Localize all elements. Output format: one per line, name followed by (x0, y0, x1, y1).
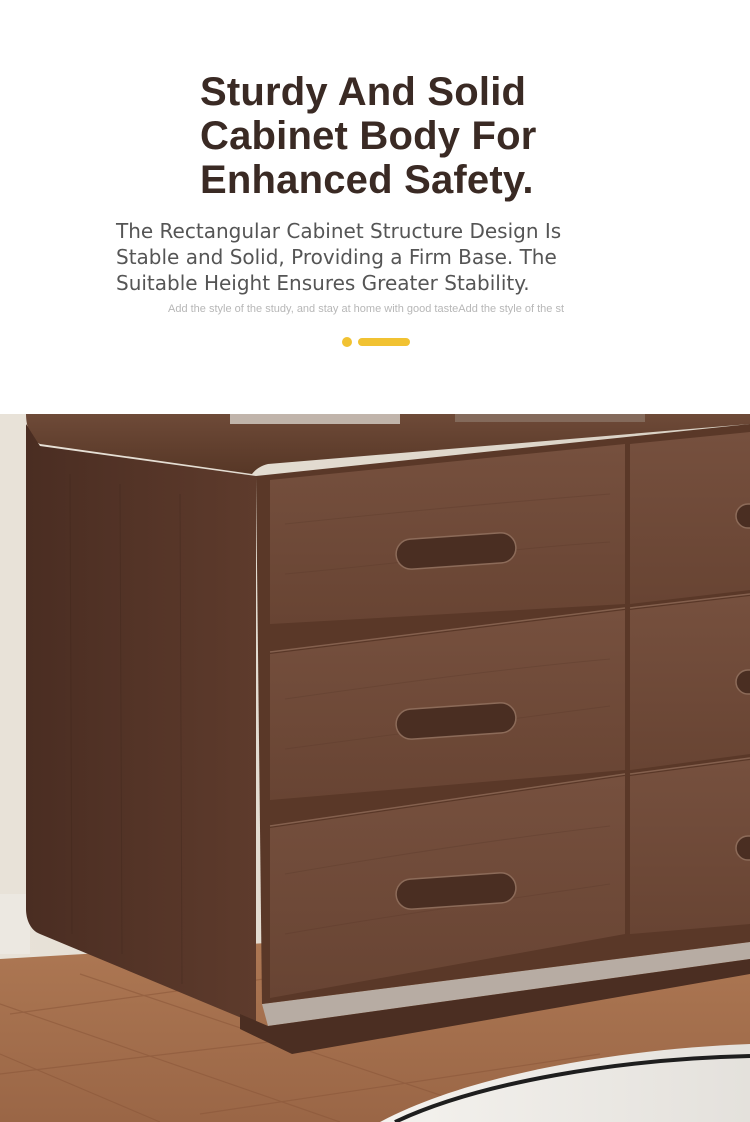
product-image (0, 414, 750, 1122)
carousel-indicator[interactable] (342, 337, 412, 346)
description-line-2: Stable and Solid, Providing a Firm Base. The (116, 245, 557, 269)
carousel-dot[interactable] (342, 337, 352, 347)
headline (200, 70, 560, 202)
description (116, 218, 676, 296)
headline-line-1: Sturdy And Solid (200, 70, 527, 114)
headline-line-2: Cabinet Body For (200, 114, 537, 158)
description-line-1: The Rectangular Cabinet Structure Design Is (116, 219, 562, 243)
description-line-3: Suitable Height Ensures Greater Stability. (116, 271, 530, 295)
carousel-dot-active[interactable] (358, 338, 410, 346)
headline-line-3: Enhanced Safety. (200, 158, 534, 202)
tagline: Add the style of the study, and stay at home with good tasteAdd the style of the st (168, 303, 565, 315)
dresser-illustration (0, 414, 750, 1122)
